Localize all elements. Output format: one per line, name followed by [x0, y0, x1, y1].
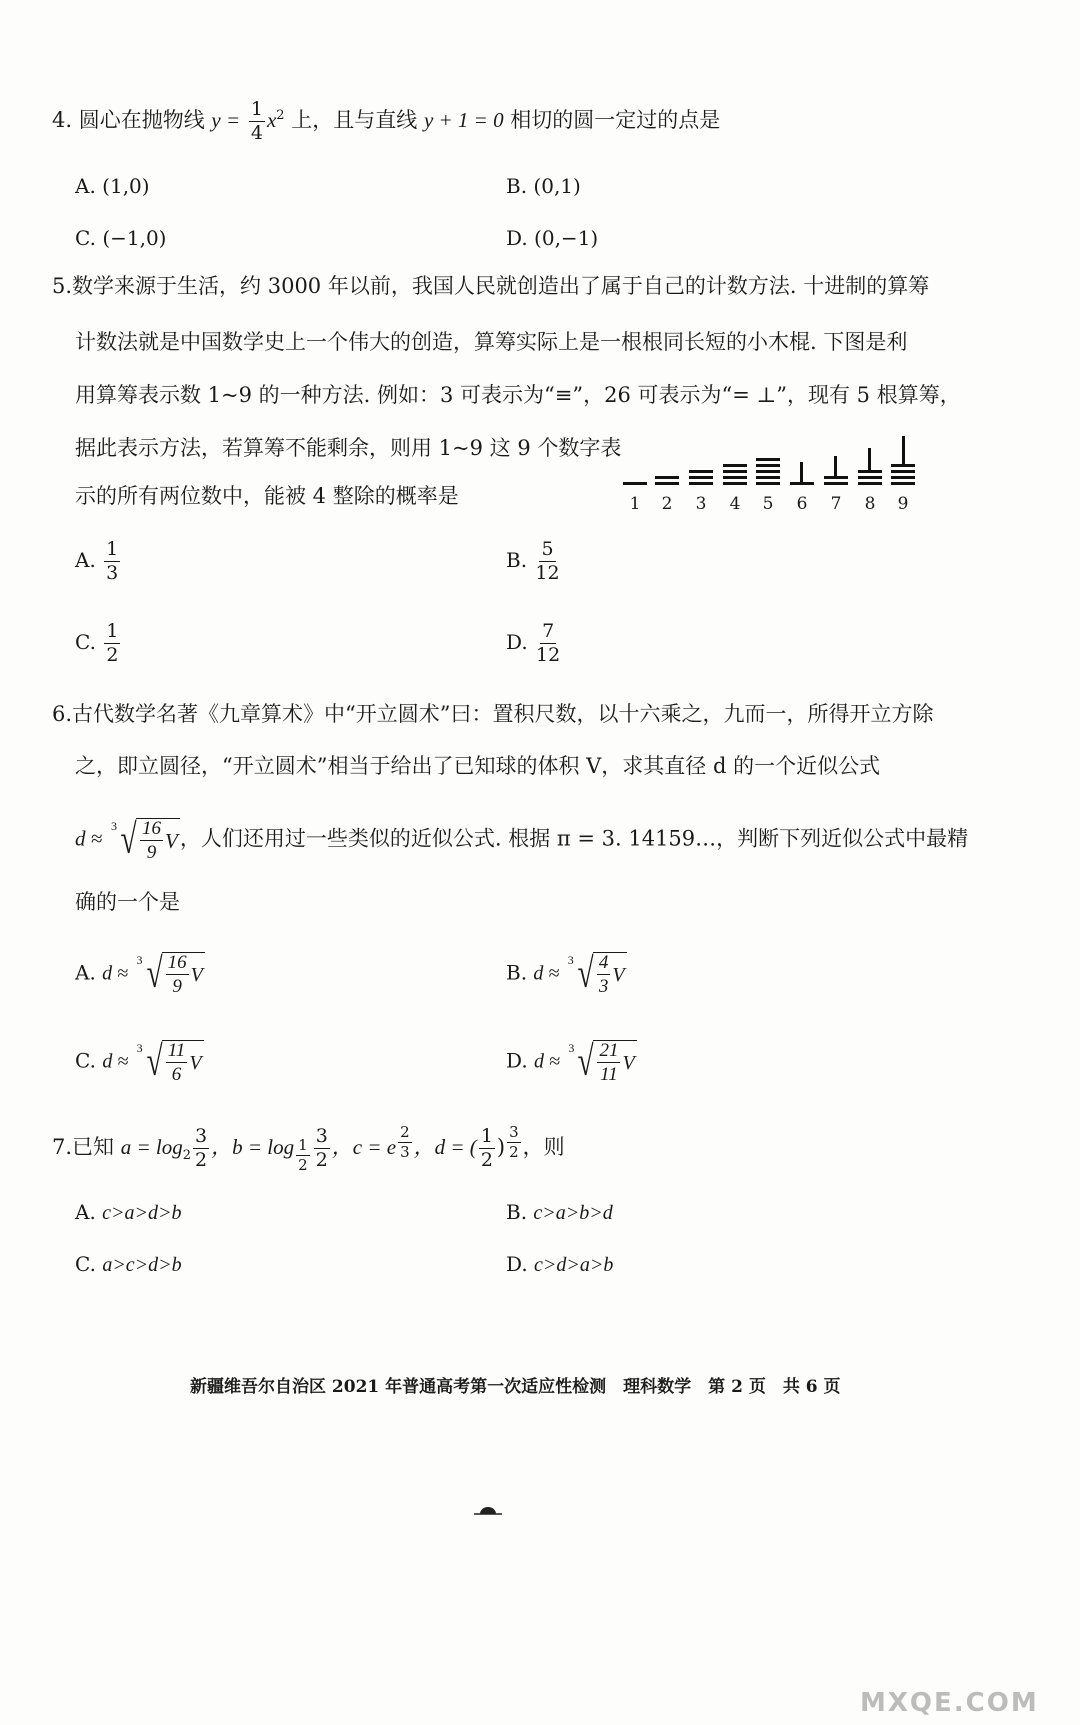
- q4-stem: 4. 圆心在抛物线 y = $\frac{1}{4}$ $x^2$ 上，且与直线 y + 1 = 0 相切的圆一定过的点是: [52, 98, 721, 144]
- q7-option-b: B. c>a>b>d: [506, 1200, 613, 1224]
- rod-5-h2: [756, 464, 780, 467]
- rod-4-h3: [723, 476, 747, 479]
- rod-1-h1: [623, 482, 647, 485]
- page-footer: 新疆维吾尔自治区 2021 年普通高考第一次适应性检测 理科数学 第 2 页 共 6 页: [190, 1377, 841, 1397]
- q6-option-d: D. d ≈ 3 √ $\frac{21}{11}$ V: [506, 1039, 635, 1085]
- rod-3-h1: [689, 470, 713, 473]
- q4-option-c: C. (−1,0): [75, 226, 167, 250]
- rod-label-2: 2: [661, 494, 673, 514]
- rod-5-h4: [756, 476, 780, 479]
- q5-line-2: 计数法就是中国数学史上一个伟大的创造，算筹实际上是一根根同长短的小木棍. 下图是利: [75, 330, 908, 354]
- rod-4-h1: [723, 464, 747, 467]
- rod-3-h3: [689, 482, 713, 485]
- rod-label-9: 9: [897, 494, 909, 514]
- rod-label-7: 7: [830, 494, 842, 514]
- q6-number: 6.: [52, 702, 73, 726]
- q6-line-3: d ≈ 3 √ $\frac{16}{9}$ V ，人们还用过一些类似的近似公式. 根据 π = 3. 14159…，判断下列近似公式中最精: [75, 817, 969, 863]
- q5-option-a: A. $\frac{1}{3}$: [75, 538, 119, 584]
- q5-line-4: 据此表示方法，若算筹不能剩余，则用 1~9 这 9 个数字表: [75, 436, 622, 460]
- rod-label-3: 3: [695, 494, 707, 514]
- q6-line-2: 之，即立圆径，“开立圆术”相当于给出了已知球的体积 V，求其直径 d 的一个近似公式: [75, 754, 881, 778]
- q4-fraction: $\frac{1}{4}$: [250, 98, 263, 144]
- rod-9-v: [902, 436, 905, 464]
- rod-label-1: 1: [629, 494, 641, 514]
- rod-9-h1: [891, 464, 915, 467]
- q6-cube-root: 3 √ $\frac{16}{9}$ V: [110, 817, 178, 863]
- rod-9-h3: [891, 476, 915, 479]
- q4-number: 4.: [52, 108, 73, 132]
- q6-option-a: A. d ≈ 3 √ $\frac{16}{9}$ V: [75, 951, 203, 997]
- rod-5-h3: [756, 470, 780, 473]
- rod-7-h1: [824, 476, 848, 479]
- rod-label-5: 5: [762, 494, 774, 514]
- rod-8-h2: [858, 476, 882, 479]
- rod-8-h1: [858, 470, 882, 473]
- rod-2-h2: [655, 482, 679, 485]
- rod-4-h2: [723, 470, 747, 473]
- rod-2-h1: [655, 476, 679, 479]
- q7-stem: 7.已知 $a = \log_2$ $\frac{3}{2}$ ，b = log $_{\frac{1}{2}}$ $\frac{3}{2}$ ，c = e $^{\frac{2}{3}}$ ，d = ( $\frac{1}{2}$ ) $^{\frac{3}{2}}$ ，则: [52, 1123, 565, 1175]
- q7-option-a: A. c>a>d>b: [75, 1200, 182, 1224]
- rod-7-h2: [824, 482, 848, 485]
- q6-line-4: 确的一个是: [75, 890, 180, 914]
- rod-6-h1: [790, 482, 814, 485]
- rod-9-h4: [891, 482, 915, 485]
- rod-5-h5: [756, 482, 780, 485]
- counting-rod-figure: [615, 430, 925, 520]
- rod-label-4: 4: [729, 494, 741, 514]
- rod-label-8: 8: [864, 494, 876, 514]
- q7-option-c: C. a>c>d>b: [75, 1252, 182, 1276]
- rod-4-h4: [723, 482, 747, 485]
- q5-number: 5.: [52, 274, 73, 298]
- q5-option-c: C. $\frac{1}{2}$: [75, 620, 119, 666]
- q5-line-1: 5.数学来源于生活，约 3000 年以前，我国人民就创造出了属于自己的计数方法. 十进制的算筹: [52, 274, 930, 298]
- rod-8-h3: [858, 482, 882, 485]
- q6-line-1: 6.古代数学名著《九章算术》中“开立圆术”曰：置积尺数，以十六乘之，九而一，所得开立方除: [52, 702, 934, 726]
- q4-option-b: B. (0,1): [506, 174, 581, 198]
- binding-hole-icon: [474, 1505, 502, 1521]
- q6-option-c: C. d ≈ 3 √ $\frac{11}{6}$ V: [75, 1039, 202, 1085]
- q7-option-d: D. c>d>a>b: [506, 1252, 614, 1276]
- rod-7-v: [834, 456, 837, 478]
- q6-option-b: B. d ≈ 3 √ $\frac{4}{3}$ V: [506, 951, 625, 997]
- rod-3-h2: [689, 476, 713, 479]
- watermark: MXQE.COM: [860, 1688, 1039, 1718]
- q7-number: 7.: [52, 1135, 73, 1159]
- rod-5-h1: [756, 458, 780, 461]
- q4-option-d: D. (0,−1): [506, 226, 599, 250]
- q5-option-b: B. $\frac{5}{12}$: [506, 538, 560, 584]
- q5-option-d: D. $\frac{7}{12}$: [506, 620, 561, 666]
- q4-option-a: A. (1,0): [75, 174, 150, 198]
- rod-9-h2: [891, 470, 915, 473]
- q5-line-5: 示的所有两位数中，能被 4 整除的概率是: [75, 484, 459, 508]
- rod-6-v: [800, 462, 803, 484]
- q5-line-3: 用算筹表示数 1~9 的一种方法. 例如：3 可表示为“≡”，26 可表示为“= ⊥”，现有 5 根算筹，: [75, 383, 961, 407]
- rod-label-6: 6: [796, 494, 808, 514]
- rod-8-v: [868, 448, 871, 472]
